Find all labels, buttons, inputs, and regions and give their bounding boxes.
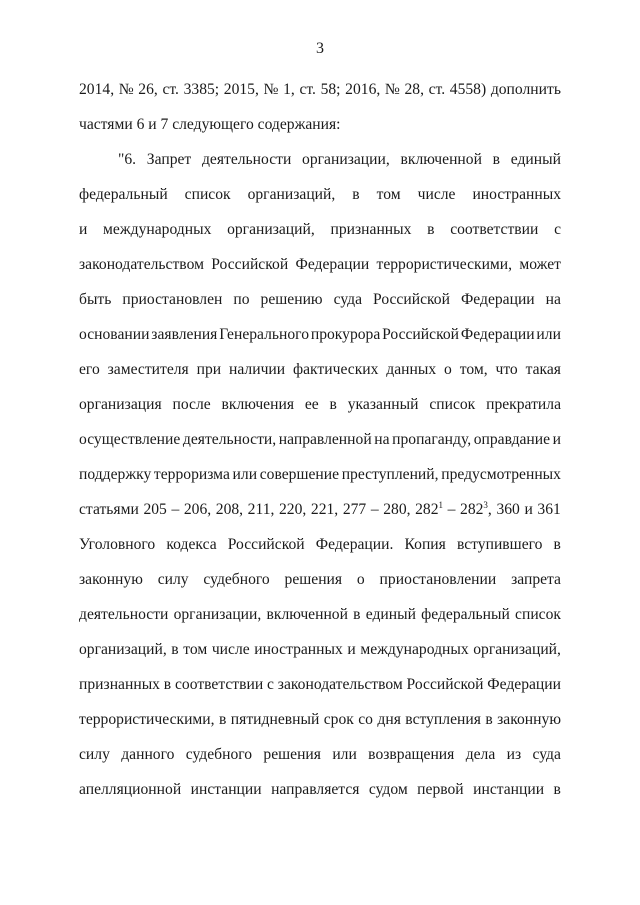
word: Федерации [460,326,535,343]
text-line-12 [79,465,561,485]
word: Федерации [295,256,370,273]
word: с [554,221,561,238]
word: организаций, [473,641,561,658]
word: и [524,501,533,518]
word: ее [304,396,319,413]
word: в [427,221,435,238]
word: или [332,746,357,763]
word: деятельности [201,151,292,168]
word: инстанции [473,781,545,798]
word: указанный [347,396,419,413]
text-line-3 [118,150,561,170]
word: законную [497,711,561,728]
word: 360 [496,501,520,518]
text-line-6 [79,255,561,275]
word: № [384,81,400,98]
text-line-1 [79,80,561,100]
word: фактических [293,361,379,378]
word: Федерации [487,676,561,693]
word: организаций, [227,221,315,238]
text-line-13 [79,500,561,520]
word: – [370,501,379,518]
word: со [358,711,373,728]
word: № [263,81,279,98]
word: Уголовного [79,536,156,553]
word: поддержку [79,466,152,483]
word: его [79,361,100,378]
word: том, [459,361,488,378]
word: том [183,641,208,658]
word: 58; [320,81,341,98]
text-line-9 [79,360,561,380]
word: международных [360,641,469,658]
word: 2014, [79,81,115,98]
word: соответствии [450,221,539,238]
word: данного [121,746,175,763]
word: № [118,81,134,98]
word: 220, [279,501,307,518]
text-line-14 [79,535,561,555]
word: дела [465,746,496,763]
word: приостановлен [122,291,223,308]
word: осуществление [79,431,181,448]
word: 2016, [345,81,381,98]
word: Российской [382,326,460,343]
word: – [171,501,180,518]
word: в [553,781,561,798]
word: 4558) [449,81,487,98]
word: срок [323,711,354,728]
word: законную [79,571,143,588]
page-number: 3 [316,40,324,57]
word: в [353,606,361,623]
word: $282^3$, [460,500,492,518]
word: федеральный [421,606,510,623]
word: терроризма [153,466,230,483]
word: включения [221,396,294,413]
text-line-19 [79,710,561,730]
word: "6. [118,151,137,168]
word: ст. [162,81,179,98]
word: и [552,431,561,448]
word: вступившего [456,536,543,553]
text-line-21 [79,780,561,800]
word: совершение [259,466,340,483]
word: пропаганду, [392,431,472,448]
word: 26, [138,81,158,98]
text-line-20 [79,745,561,765]
word: заявления [151,326,218,343]
word: включенной [266,606,348,623]
word: 221, [310,501,339,518]
word: силу [79,746,110,763]
word: суда [532,746,561,763]
word: суда [333,291,362,308]
word: деятельности, [182,431,277,448]
word: после [172,396,211,413]
word: силу [157,571,189,588]
text-line-18 [79,675,561,695]
word: 205 [143,501,167,518]
word: первой [417,781,464,798]
word: 28, [404,81,424,98]
word: – [447,501,456,518]
text-line-5 [79,220,561,240]
word: дня [377,711,401,728]
word: направленной [278,431,372,448]
text-line-11 [79,430,561,450]
word: статьями [79,501,139,518]
word: прекратила [486,396,561,413]
word: признанных [330,221,412,238]
word: о [444,361,452,378]
word: деятельности [79,606,169,623]
word: вступления [405,711,481,728]
word: приостановлении [379,571,497,588]
word: организаций, [79,641,167,658]
word: 3385; [183,81,220,98]
word: Копия [404,536,446,553]
word: ст. [428,81,446,98]
word: соответствии [175,676,264,693]
word: судебного [203,571,270,588]
word: 2015, [223,81,259,98]
word: в [163,676,172,693]
word: быть [79,291,112,308]
word: в [171,641,179,658]
word: единый [365,606,416,623]
word: список [184,186,231,203]
word: ст. [299,81,316,98]
word: судебного [185,746,253,763]
word: с [267,676,274,693]
word: 206, [183,501,212,518]
word: или [232,466,258,483]
word: организация [79,396,162,413]
word: числе [211,641,250,658]
word: и [347,641,356,658]
word: о [356,571,365,588]
word: при [196,361,222,378]
word: единый [510,151,561,168]
word: в [352,186,360,203]
word: из [506,746,522,763]
word: международных [103,221,212,238]
word: или [536,326,561,343]
word: организации, [302,151,390,168]
text-line-17 [79,640,561,660]
word: решения [284,571,343,588]
word: 211, [247,501,275,518]
word: Российской [373,291,450,308]
text-line-2: частями 6 и 7 следующего содержания: [79,116,341,133]
text-line-16 [79,605,561,625]
word: признанных [79,676,160,693]
word: решению [260,291,323,308]
word: Российской [227,536,305,553]
word: наличии [229,361,286,378]
word: террористическими, [376,256,513,273]
word: 361 [537,501,561,518]
text-line-4 [79,185,561,205]
word: апелляционной [79,781,182,798]
word: 208, [215,501,244,518]
word: в [485,711,493,728]
word: основании [79,326,150,343]
word: кодекса [166,536,217,553]
word: Федерации. [315,536,394,553]
word: в [329,396,337,413]
word: Запрет [146,151,192,168]
word: предусмотренных [441,466,561,483]
word: Федерации [460,291,535,308]
word: федеральный [79,186,168,203]
word: Российской [211,256,289,273]
word: в [218,711,227,728]
text-line-10 [79,395,561,415]
word: включенной [400,151,482,168]
word: такая [525,361,561,378]
word: по [233,291,250,308]
text-line-15 [79,570,561,590]
word: иностранных [254,641,343,658]
word: может [519,256,561,273]
word: в [553,536,561,553]
word: в [492,151,501,168]
word: список [515,606,561,623]
text-line-8 [79,325,561,345]
word: 277 [342,501,367,518]
word: числе [417,186,456,203]
word: законодательством [79,256,204,273]
word: Генерального [219,326,309,343]
word: и [79,221,88,238]
word: $282^1$ [415,500,444,518]
word: преступлений, [341,466,439,483]
word: законодательством [277,676,403,693]
word: на [374,431,390,448]
word: иностранных [472,186,561,203]
word: на [545,291,561,308]
word: запрета [511,571,561,588]
word: 1, [283,81,295,98]
word: данных [386,361,437,378]
text-line-7 [79,290,561,310]
word: список [429,396,476,413]
word: направляется [271,781,360,798]
word: дополнить [490,81,561,98]
word: судом [368,781,408,798]
word: оправдание [473,431,551,448]
word: заместителя [107,361,189,378]
word: организации, [173,606,262,623]
word: возвращения [368,746,455,763]
word: Российской [406,676,484,693]
word: организаций, [247,186,336,203]
word: 280, [383,501,411,518]
word: террористическими, [79,711,215,728]
word: что [495,361,518,378]
word: инстанции [190,781,262,798]
word: пятидневный [230,711,320,728]
word: том [376,186,401,203]
word: решения [263,746,321,763]
word: прокурора [310,326,381,343]
